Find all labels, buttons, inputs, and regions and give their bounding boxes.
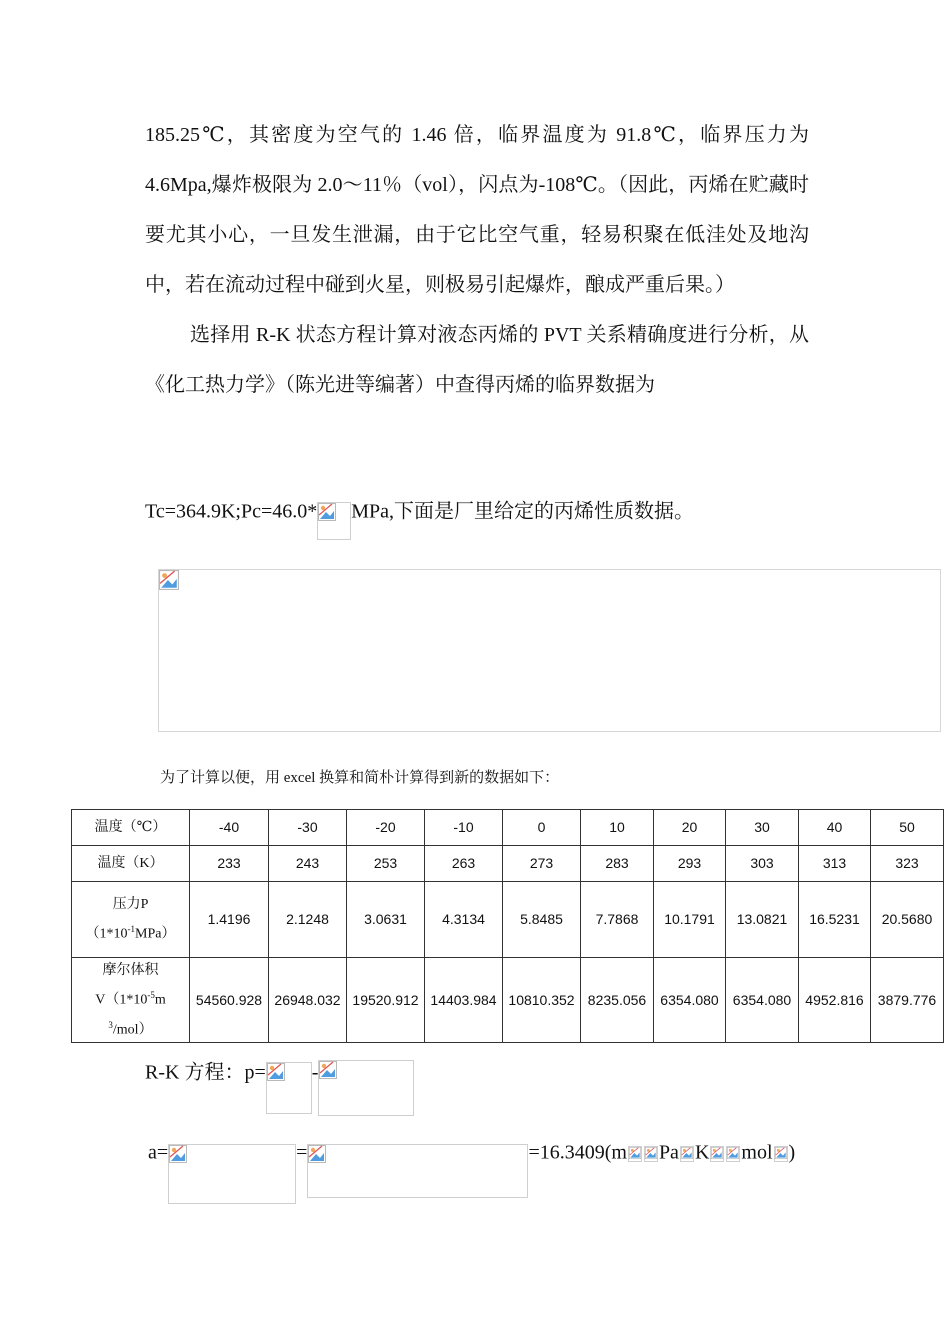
a-value: =16.3409(m xyxy=(528,1141,627,1164)
table-row xyxy=(72,958,944,1043)
table-cell: 14403.984 xyxy=(425,958,503,1043)
table-cell: 313 xyxy=(799,846,871,882)
unit-mol: mol xyxy=(741,1141,773,1164)
rk-label: R-K 方程：p= xyxy=(145,1061,266,1084)
propylene-data-table xyxy=(71,809,944,1043)
table-cell: 7.7868 xyxy=(581,882,654,958)
table-cell: 16.5231 xyxy=(799,882,871,958)
table-cell: 233 xyxy=(190,846,269,882)
a-label: a= xyxy=(148,1141,169,1164)
table-cell: 243 xyxy=(269,846,347,882)
table-row xyxy=(72,846,944,882)
table-cell: 50 xyxy=(871,810,944,846)
row-label-temp-c: 温度（℃） xyxy=(72,810,190,846)
table-cell: 19520.912 xyxy=(347,958,425,1043)
table-cell: 6354.080 xyxy=(654,958,726,1043)
a-parameter-line xyxy=(148,1124,795,1184)
unit-pa: Pa xyxy=(658,1141,679,1164)
table-cell: 13.0821 xyxy=(726,882,799,958)
table-cell: 10.1791 xyxy=(654,882,726,958)
propylene-properties-text: 185.25℃，其密度为空气的 1.46 倍，临界温度为 91.8℃，临界压力为 4.6Mpa,爆炸极限为 2.0～11％（vol），闪点为-108℃。（因此，丙烯在贮藏时要尤其小心，一旦发生泄漏，由于它比空气重，轻易积聚在低洼处及地沟中，若在流动过程中碰到火星，则极易引起爆炸，酿成严重后果。） xyxy=(145,124,809,296)
critical-suffix: MPa,下面是厂里给定的丙烯性质数据。 xyxy=(351,500,695,523)
table-cell: 293 xyxy=(654,846,726,882)
table-caption: 为了计算以便，用 excel 换算和简朴计算得到新的数据如下： xyxy=(160,770,560,786)
table-cell: 40 xyxy=(799,810,871,846)
row-label-molar-volume: 摩尔体积 $V(1*10^{-5}m^3/mol)$ xyxy=(72,958,190,1043)
unit-exponent-icon xyxy=(774,1146,788,1162)
table-cell: 323 xyxy=(871,846,944,882)
table-cell: 20 xyxy=(654,810,726,846)
rk-minus: - xyxy=(311,1061,319,1084)
table-cell: -20 xyxy=(347,810,425,846)
table-cell: 2.1248 xyxy=(269,882,347,958)
table-cell: 54560.928 xyxy=(190,958,269,1043)
unit-exponent-icon xyxy=(726,1146,740,1162)
critical-prefix: Tc=364.9K;Pc=46.0* xyxy=(145,500,318,523)
unit-k: K xyxy=(694,1141,710,1164)
row-label-pressure: 压力P $(1*10^{-1}MPa)$ xyxy=(72,882,190,958)
table-cell: 303 xyxy=(726,846,799,882)
close-paren: ) xyxy=(788,1141,796,1164)
rk-equation-line xyxy=(145,1046,414,1102)
exponent-image-icon xyxy=(317,502,351,540)
table-cell: -10 xyxy=(425,810,503,846)
table-cell: 10 xyxy=(581,810,654,846)
table-cell: 4952.816 xyxy=(799,958,871,1043)
unit-exponent-icon xyxy=(628,1146,642,1162)
intro-paragraph xyxy=(145,110,809,410)
table-cell: 3.0631 xyxy=(347,882,425,958)
a-equals: = xyxy=(296,1141,308,1164)
table-cell: 30 xyxy=(726,810,799,846)
table-cell: 6354.080 xyxy=(726,958,799,1043)
table-row xyxy=(72,810,944,846)
table-cell: -30 xyxy=(269,810,347,846)
unit-exponent-icon xyxy=(680,1146,694,1162)
image-placeholder-icon xyxy=(159,570,179,590)
rk-term2-image-icon xyxy=(318,1060,414,1116)
table-cell: 283 xyxy=(581,846,654,882)
critical-data-line xyxy=(145,494,694,532)
row-label-temp-k: 温度（K） xyxy=(72,846,190,882)
table-cell: 273 xyxy=(503,846,581,882)
a-substitution-image-icon xyxy=(307,1144,528,1198)
table-cell: 8235.056 xyxy=(581,958,654,1043)
property-data-image xyxy=(158,569,941,732)
unit-exponent-icon xyxy=(710,1146,724,1162)
table-cell: 5.8485 xyxy=(503,882,581,958)
table-cell: -40 xyxy=(190,810,269,846)
table-cell: 26948.032 xyxy=(269,958,347,1043)
table-cell: 20.5680 xyxy=(871,882,944,958)
table-cell: 10810.352 xyxy=(503,958,581,1043)
a-formula-image-icon xyxy=(168,1144,296,1204)
table-cell: 3879.776 xyxy=(871,958,944,1043)
method-text: 选择用 R-K 状态方程计算对液态丙烯的 PVT 关系精确度进行分析，从《化工热力学》（陈光进等编著）中查得丙烯的临界数据为 xyxy=(145,324,809,396)
table-cell: 253 xyxy=(347,846,425,882)
rk-term1-image-icon xyxy=(266,1062,312,1114)
table-cell: 4.3134 xyxy=(425,882,503,958)
table-row xyxy=(72,882,944,958)
unit-exponent-icon xyxy=(644,1146,658,1162)
table-cell: 0 xyxy=(503,810,581,846)
table-cell: 1.4196 xyxy=(190,882,269,958)
table-cell: 263 xyxy=(425,846,503,882)
